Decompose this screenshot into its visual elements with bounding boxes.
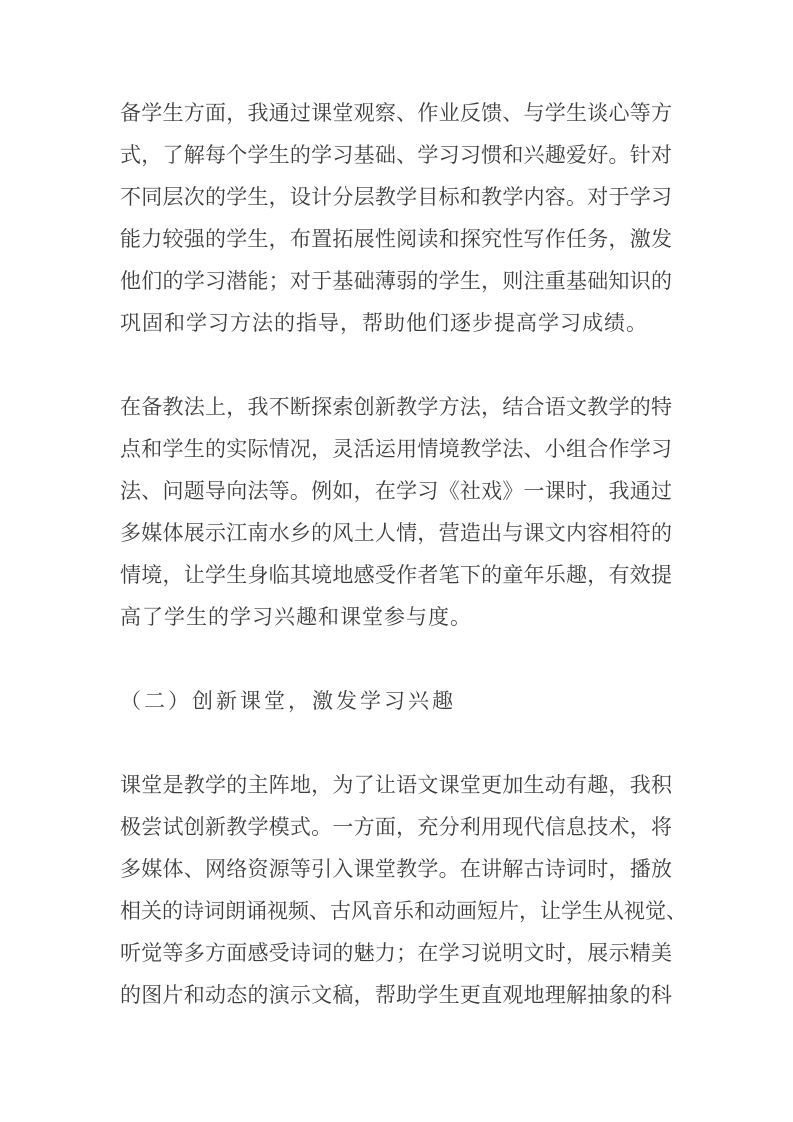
text-line: 极尝试创新教学模式。一方面，充分利用现代信息技术，将	[120, 815, 672, 839]
text-line: 课堂是教学的主阵地，为了让语文课堂更加生动有趣，我积	[120, 773, 672, 797]
text-line: 情境，让学生身临其境地感受作者笔下的童年乐趣，有效提	[120, 563, 672, 587]
text-line: 备学生方面，我通过课堂观察、作业反馈、与学生谈心等方	[120, 101, 672, 125]
section-heading	[120, 680, 672, 722]
text-line: 巩固和学习方法的指导，帮助他们逐步提高学习成绩。	[120, 311, 648, 335]
text-line: 的图片和动态的演示文稿，帮助学生更直观地理解抽象的科	[120, 983, 672, 1007]
paragraph	[120, 386, 672, 638]
text-line: 他们的学习潜能；对于基础薄弱的学生，则注重基础知识的	[120, 269, 672, 293]
text-line: 多媒体展示江南水乡的风土人情，营造出与课文内容相符的	[120, 521, 672, 545]
text-line: 高了学生的学习兴趣和课堂参与度。	[120, 605, 472, 629]
text-line: 点和学生的实际情况，灵活运用情境教学法、小组合作学习	[120, 437, 672, 461]
paragraph	[120, 92, 672, 344]
text-line: 法、问题导向法等。例如，在学习《社戏》一课时，我通过	[120, 479, 672, 503]
text-line: 能力较强的学生，布置拓展性阅读和探究性写作任务，激发	[120, 227, 672, 251]
text-line: 多媒体、网络资源等引入课堂教学。在讲解古诗词时，播放	[120, 857, 672, 881]
text-line: 式，了解每个学生的学习基础、学习习惯和兴趣爱好。针对	[120, 143, 672, 167]
text-line: （二）创新课堂，激发学习兴趣	[120, 689, 456, 713]
text-line: 听觉等多方面感受诗词的魅力；在学习说明文时，展示精美	[120, 941, 672, 965]
text-line: 相关的诗词朗诵视频、古风音乐和动画短片，让学生从视觉、	[120, 899, 687, 923]
text-line: 在备教法上，我不断探索创新教学方法，结合语文教学的特	[120, 395, 672, 419]
paragraph	[120, 764, 687, 1016]
text-line: 不同层次的学生，设计分层教学目标和教学内容。对于学习	[120, 185, 672, 209]
